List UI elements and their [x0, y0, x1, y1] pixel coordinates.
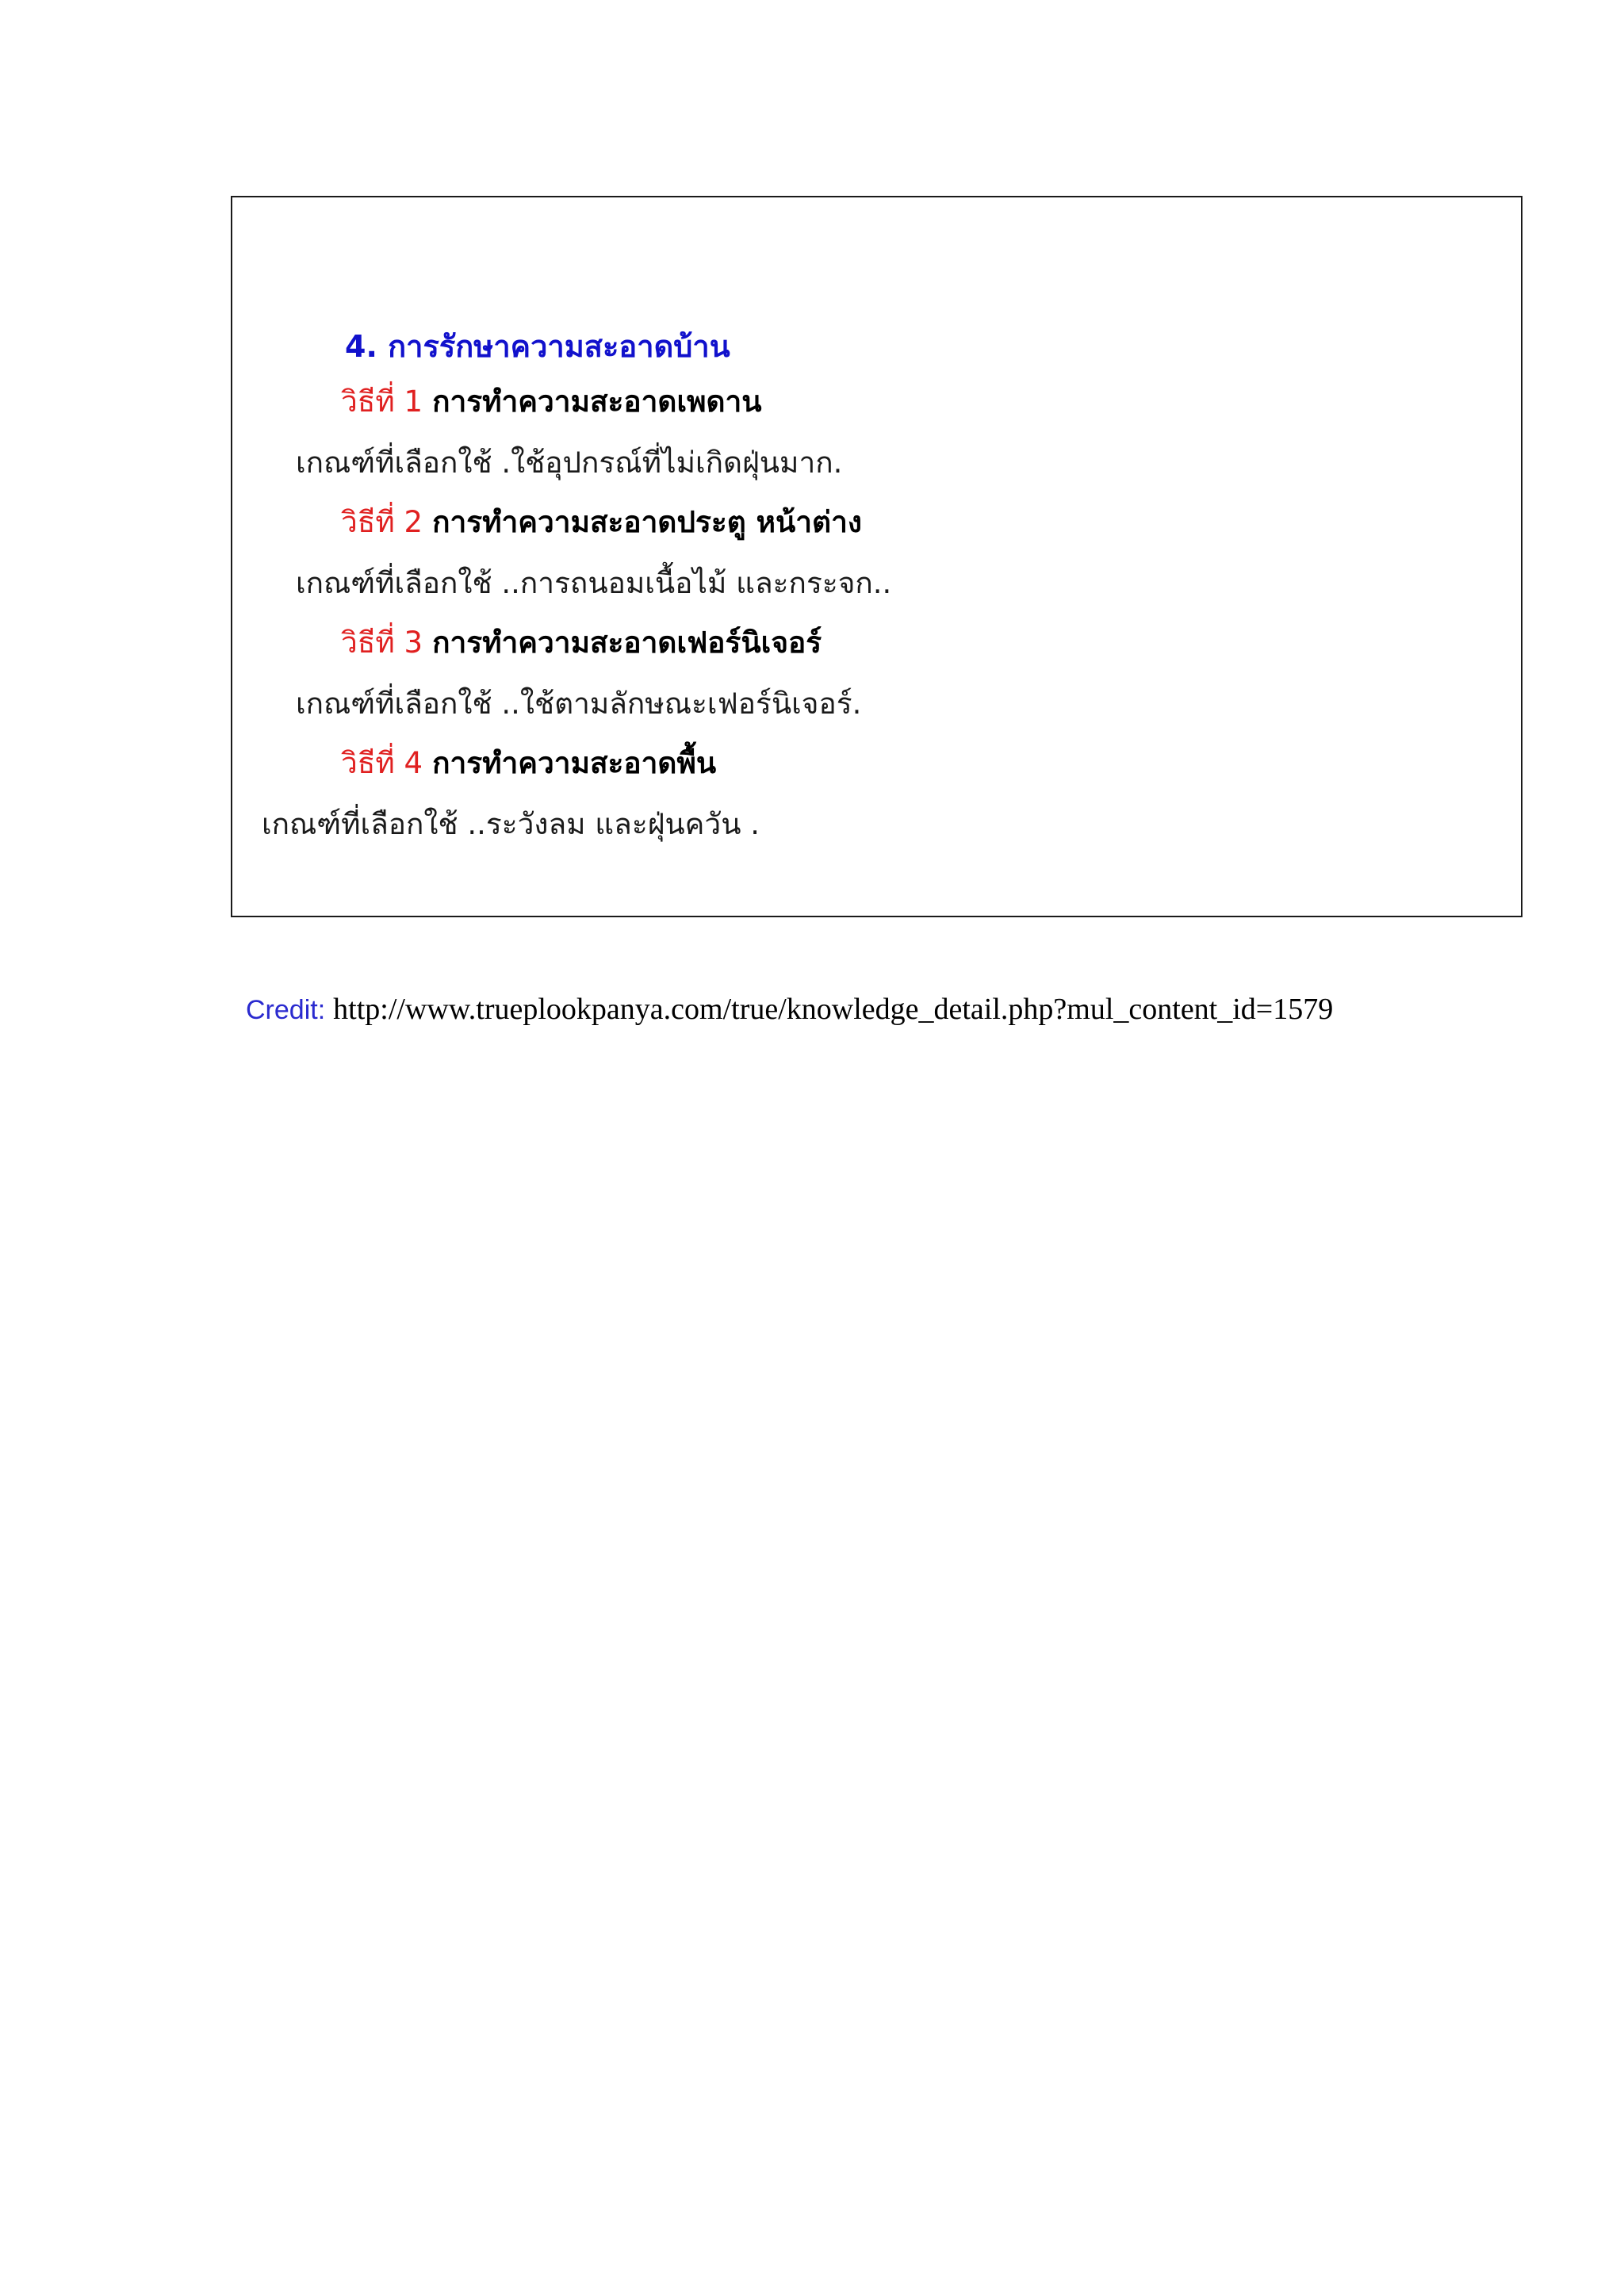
method-2-criteria: เกณฑ์ที่เลือกใช้ ..การถนอมเนื้อไม้ และกระจก..	[296, 566, 892, 600]
method-1-number: วิธีที่ 1	[341, 385, 423, 419]
section-title: 4. การรักษาความสะอาดบ้าน	[345, 329, 730, 364]
method-3-number: วิธีที่ 3	[341, 626, 423, 660]
method-4-number: วิธีที่ 4	[341, 746, 423, 780]
credit-label: Credit:	[246, 995, 326, 1025]
method-3-criteria: เกณฑ์ที่เลือกใช้ ..ใช้ตามลักษณะเฟอร์นิเจอร์.	[296, 687, 862, 721]
method-1-criteria: เกณฑ์ที่เลือกใช้ .ใช้อุปกรณ์ที่ไม่เกิดฝุ่นมาก.	[296, 446, 843, 480]
method-4-heading	[341, 748, 716, 778]
method-4-name: การทำความสะอาดพื้น	[432, 746, 717, 780]
credit-line	[246, 994, 1333, 1024]
method-2-number: วิธีที่ 2	[341, 505, 423, 539]
method-3-name: การทำความสะอาดเฟอร์นิเจอร์	[432, 626, 822, 660]
method-4-criteria: เกณฑ์ที่เลือกใช้ ..ระวังลม และฝุ่นควัน .	[262, 807, 760, 841]
credit-url[interactable]: http://www.trueplookpanya.com/true/knowledge_detail.php?mul_content_id=1579	[333, 993, 1334, 1026]
method-3-heading	[341, 626, 822, 660]
method-2-heading	[341, 507, 862, 537]
method-2-name: การทำความสะอาดประตู หน้าต่าง	[432, 505, 862, 539]
method-1-name: การทำความสะอาดเพดาน	[432, 385, 762, 419]
method-1-heading	[341, 385, 762, 419]
